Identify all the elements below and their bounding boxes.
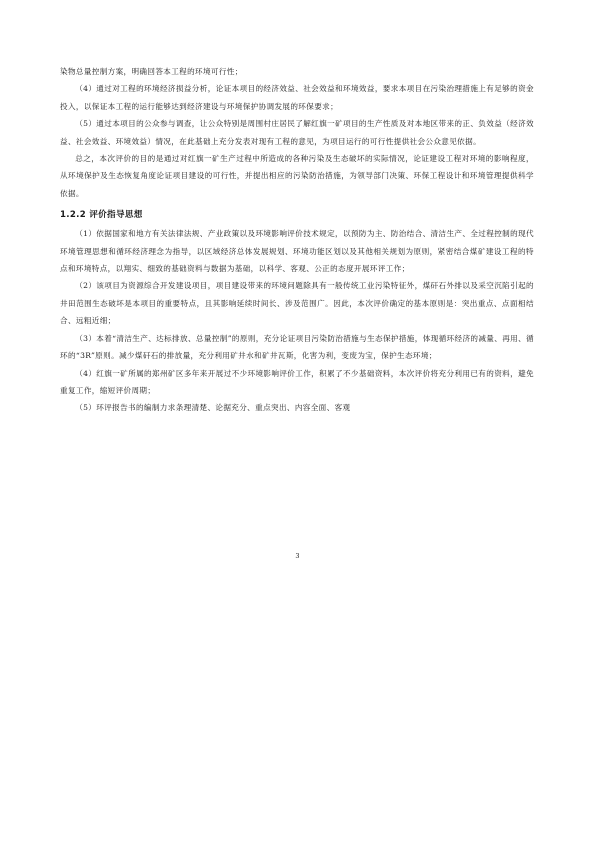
principle-item-1: （1）依据国家和地方有关法律法规、产业政策以及环境影响评价技术规定，以预防为主、防治结合、清洁生产、全过程控制的现代环境管理思想和循环经济理念为指导，以区域经济总体发展规划、环境功能区划以及其他相关规划为原则，紧密结合煤矿建设工程的特点和环境特点，以翔实、细致的基础资料与数据为基础，以科学、客观、公正的态度开展环评工作； xyxy=(60,229,534,274)
principle-item-2: （2）该项目为资源综合开发建设项目，项目建设带来的环境问题除具有一般传统工业污染特征外，煤矸石外排以及采空沉陷引起的井田范围生态破坏是本项目的重要特点，且其影响延续时间长、涉及范围广。因此，本次评价确定的基本原则是：突出重点、点面相结合、远粗近细； xyxy=(60,281,534,326)
principle-item-4: （4）红旗一矿所属的郑州矿区多年来开展过不少环境影响评价工作，积累了不少基础资料，本次评价将充分利用已有的资料，避免重复工作，缩短评价周期； xyxy=(60,368,534,395)
principle-item-3: （3）本着“清洁生产、达标排放、总量控制”的原则，充分论证项目污染防治措施与生态保护措施，体现循环经济的减量、再用、循环的“3R”原则。减少煤矸石的排放量，充分利用矿井水和矿井瓦斯，化害为利，变废为宝，保护生态环境； xyxy=(60,333,534,361)
paragraph-item-4: （4）通过对工程的环境经济损益分析，论证本项目的经济效益、社会效益和环境效益，要求本项目在污染治理措施上有足够的资金投入，以保证本工程的运行能够达到经济建设与环境保护协调发展的环保要求； xyxy=(60,84,534,111)
paragraph-continuation: 染物总量控制方案，明确回答本工程的环境可行性； xyxy=(60,67,243,76)
document-body xyxy=(60,63,534,417)
page-number: 3 xyxy=(295,552,300,560)
paragraph-summary: 总之，本次评价的目的是通过对红旗一矿生产过程中所造成的各种污染及生态破坏的实际情况，论证建设工程对环境的影响程度，从环境保护及生态恢复角度论证项目建设的可行性，并提出相应的污染防治措施，为领导部门决策、环保工程设计和环境管理提供科学依据。 xyxy=(60,154,534,198)
principle-item-5: （5）环评报告书的编制力求条理清楚、论据充分、重点突出、内容全面、客观 xyxy=(75,403,351,413)
section-heading: 1.2.2 评价指导思想 xyxy=(60,210,143,221)
paragraph-item-5: （5）通过本项目的公众参与调查，让公众特别是周围村庄居民了解红旗一矿项目的生产性质及对本地区带来的正、负效益（经济效益、社会效益、环境效益）情况，在此基础上充分发表对现有工程的意见，为项目运行的可行性提供社会公众意见依据。 xyxy=(60,119,534,146)
